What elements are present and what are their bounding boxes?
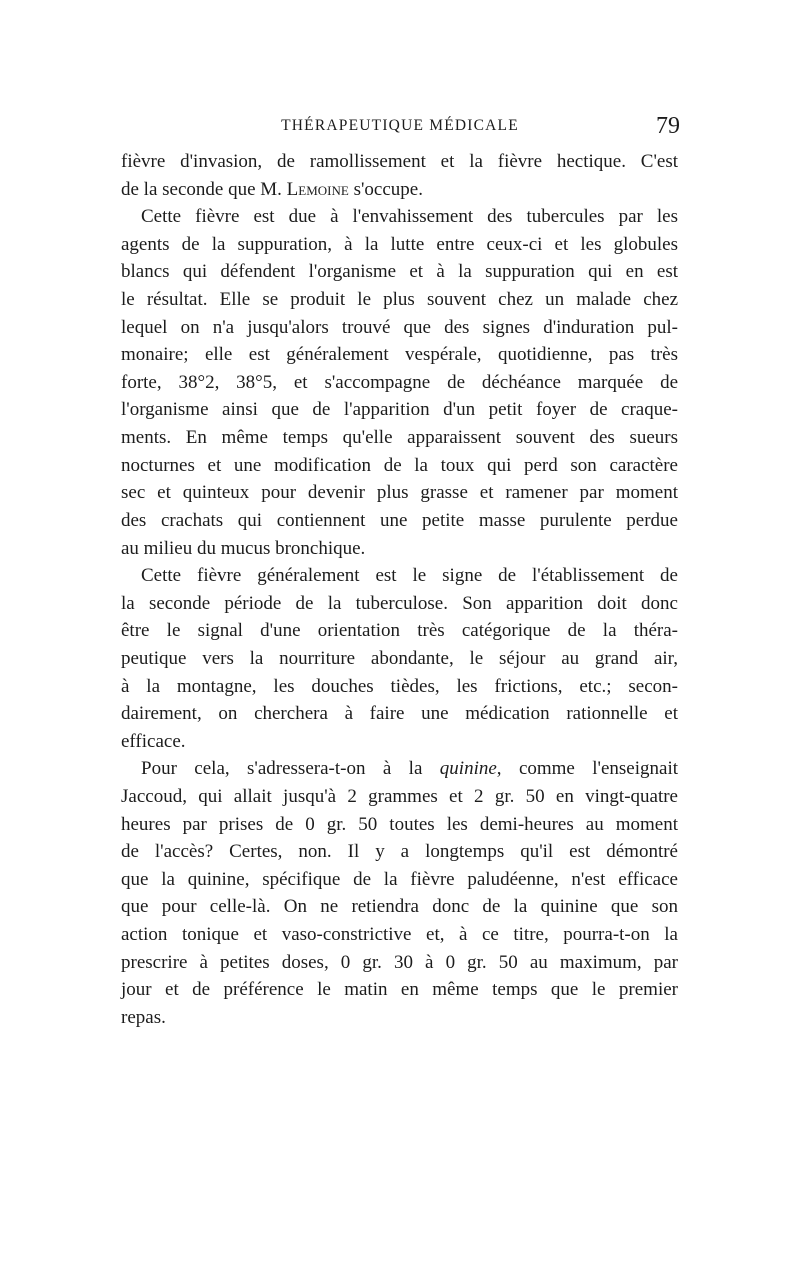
author-name: Lemoine bbox=[286, 178, 349, 200]
running-head bbox=[120, 113, 680, 143]
text-line: jour et de préférence le matin en même temps que le premier bbox=[121, 979, 678, 1001]
text-line bbox=[121, 755, 678, 783]
text-line: la seconde période de la tuberculose. Son apparition doit donc bbox=[121, 592, 678, 614]
text-line: Cette fièvre est due à l'envahissement des tubercules par les bbox=[141, 206, 678, 228]
text-run: Pour cela, s'adressera-t-on à la bbox=[141, 758, 440, 780]
text-line: sec et quinteux pour devenir plus grasse et ramener par moment bbox=[121, 482, 678, 504]
text-line: forte, 38°2, 38°5, et s'accompagne de déchéance marquée de bbox=[121, 371, 678, 393]
running-title: THÉRAPEUTIQUE MÉDICALE bbox=[281, 117, 519, 134]
text-line: que pour celle-là. On ne retiendra donc de la quinine que son bbox=[121, 896, 678, 918]
text-line: repas. bbox=[121, 1006, 166, 1028]
text-line: lequel on n'a jusqu'alors trouvé que des signes d'induration pul- bbox=[121, 316, 678, 338]
page-number: 79 bbox=[656, 113, 680, 139]
text-line: être le signal d'une orientation très catégorique de la théra- bbox=[121, 620, 678, 642]
text-line bbox=[121, 176, 678, 204]
text-line: monaire; elle est généralement vespérale, quotidienne, pas très bbox=[121, 344, 678, 366]
text-line: des crachats qui contiennent une petite masse purulente perdue bbox=[121, 509, 678, 531]
text-line: heures par prises de 0 gr. 50 toutes les demi-heures au moment bbox=[121, 813, 678, 835]
text-line: de l'accès? Certes, non. Il y a longtemps qu'il est démontré bbox=[121, 841, 678, 863]
text-run: s'occupe. bbox=[348, 178, 423, 200]
italic-term: quinine bbox=[439, 758, 497, 780]
text-run: , comme l'enseignait bbox=[496, 758, 679, 780]
text-line: le résultat. Elle se produit le plus souvent chez un malade chez bbox=[121, 289, 678, 311]
text-run: de la seconde que M. bbox=[121, 178, 287, 200]
text-line: que la quinine, spécifique de la fièvre paludéenne, n'est efficace bbox=[121, 868, 678, 890]
text-line: prescrire à petites doses, 0 gr. 30 à 0 gr. 50 au maximum, par bbox=[121, 951, 678, 973]
text-line: dairement, on cherchera à faire une médication rationnelle et bbox=[121, 703, 678, 725]
text-line: fièvre d'invasion, de ramollissement et la fièvre hectique. C'est bbox=[121, 151, 678, 172]
text-line: Jaccoud, qui allait jusqu'à 2 grammes et 2 gr. 50 en vingt-quatre bbox=[121, 786, 678, 808]
text-line: blancs qui défendent l'organisme et à la suppuration qui en est bbox=[121, 261, 678, 283]
text-line: ments. En même temps qu'elle apparaissent souvent des sueurs bbox=[121, 427, 678, 449]
text-line: action tonique et vaso-constrictive et, à ce titre, pourra-t-on la bbox=[121, 924, 678, 946]
text-line: peutique vers la nourriture abondante, le séjour au grand air, bbox=[121, 647, 678, 669]
body-text bbox=[121, 148, 678, 1032]
text-line: nocturnes et une modification de la toux qui perd son caractère bbox=[121, 454, 678, 476]
text-line: au milieu du mucus bronchique. bbox=[121, 537, 366, 559]
text-line: efficace. bbox=[121, 730, 186, 752]
text-line: l'organisme ainsi que de l'apparition d'un petit foyer de craque- bbox=[121, 399, 678, 421]
text-line: Cette fièvre généralement est le signe de l'établissement de bbox=[141, 565, 678, 587]
text-line: agents de la suppuration, à la lutte entre ceux-ci et les globules bbox=[121, 233, 678, 255]
text-line: à la montagne, les douches tièdes, les frictions, etc.; secon- bbox=[121, 675, 678, 697]
